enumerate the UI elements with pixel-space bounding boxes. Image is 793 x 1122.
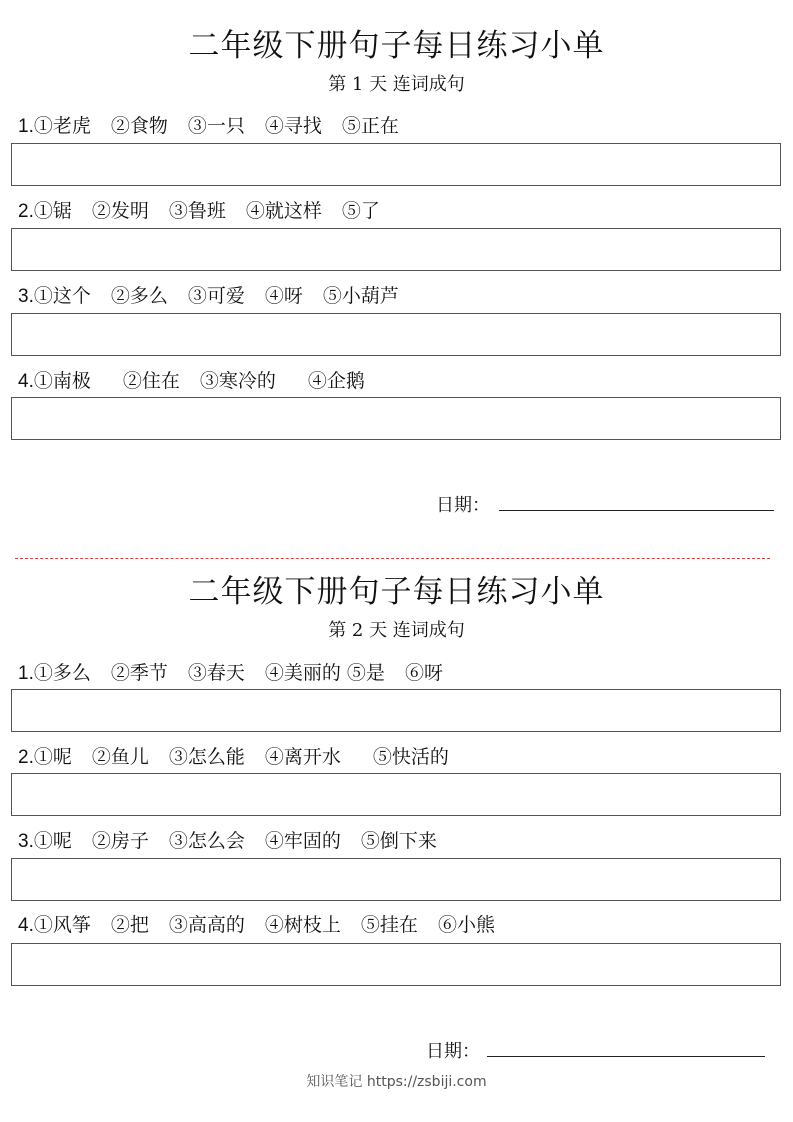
word-option: ②多么 [110, 285, 168, 307]
question-number: 1. [18, 116, 34, 137]
word-option: ②季节 [110, 662, 168, 684]
word-option: ④呀 [264, 285, 303, 307]
word-option: ④寻找 [264, 115, 322, 137]
question-line [18, 196, 400, 223]
word-option: ②住在 [122, 370, 180, 392]
question-number: 3. [18, 286, 34, 307]
word-option: ④就这样 [245, 200, 322, 222]
word-option: ④树枝上 [264, 914, 341, 936]
word-option: ④牢固的 [264, 830, 341, 852]
word-option: ①多么 [33, 662, 91, 684]
watermark: 知识笔记 https://zsbiji.com [306, 1074, 487, 1090]
question-number: 3. [18, 831, 34, 852]
day-label: 第 1 天 连词成句 [328, 74, 465, 95]
word-option: ①南极 [33, 370, 91, 392]
question-number: 4. [18, 915, 34, 936]
question-line [18, 111, 419, 138]
day-label: 第 2 天 连词成句 [328, 620, 465, 641]
answer-box[interactable] [11, 397, 781, 440]
word-option: ①这个 [33, 285, 91, 307]
page-title: 二年级下册句子每日练习小单 [188, 28, 605, 64]
word-option: ②鱼儿 [91, 746, 149, 768]
word-option: ②食物 [110, 115, 168, 137]
word-option: ③怎么能 [168, 746, 245, 768]
word-option: ①锯 [33, 200, 72, 222]
word-option: ③可爱 [187, 285, 245, 307]
word-option: ④离开水 [264, 746, 341, 768]
answer-box[interactable] [11, 228, 781, 271]
word-option: ③鲁班 [168, 200, 226, 222]
word-option: ②房子 [91, 830, 149, 852]
word-option: ⑤了 [341, 200, 380, 222]
word-option: ②发明 [91, 200, 149, 222]
question-line [18, 281, 419, 308]
question-number: 4. [18, 371, 34, 392]
date-line[interactable] [487, 1056, 765, 1057]
answer-box[interactable] [11, 943, 781, 986]
word-option: ③高高的 [168, 914, 245, 936]
word-option: ③一只 [187, 115, 245, 137]
answer-box[interactable] [11, 313, 781, 356]
question-number: 2. [18, 201, 34, 222]
word-option: ⑤正在 [341, 115, 399, 137]
question-number: 1. [18, 663, 34, 684]
question-line [18, 742, 469, 769]
page-title: 二年级下册句子每日练习小单 [188, 574, 605, 610]
word-option: ①老虎 [33, 115, 91, 137]
word-option: ⑤小葫芦 [322, 285, 399, 307]
word-option: ②把 [110, 914, 149, 936]
word-option: ③寒冷的 [199, 370, 276, 392]
answer-box[interactable] [11, 689, 781, 732]
word-option: ③怎么会 [168, 830, 245, 852]
word-option: ⑤倒下来 [360, 830, 437, 852]
question-line [18, 826, 457, 853]
date-line[interactable] [499, 510, 774, 511]
word-option: ①呢 [33, 830, 72, 852]
answer-box[interactable] [11, 143, 781, 186]
word-option: ④美丽的 [264, 662, 341, 684]
word-option: ⑤是 [346, 662, 385, 684]
answer-box[interactable] [11, 858, 781, 901]
word-option: ⑥呀 [404, 662, 443, 684]
question-line [18, 366, 385, 393]
cut-line [15, 558, 770, 559]
word-option: ⑤快活的 [372, 746, 449, 768]
word-option: ⑥小熊 [437, 914, 495, 936]
question-line [18, 910, 515, 937]
date-label: 日期： [426, 1041, 480, 1062]
answer-box[interactable] [11, 773, 781, 816]
question-number: 2. [18, 747, 34, 768]
word-option: ①风筝 [33, 914, 91, 936]
word-option: ④企鹅 [307, 370, 365, 392]
word-option: ⑤挂在 [360, 914, 418, 936]
word-option: ①呢 [33, 746, 72, 768]
date-label: 日期： [436, 495, 490, 516]
question-line [18, 658, 463, 685]
word-option: ③春天 [187, 662, 245, 684]
